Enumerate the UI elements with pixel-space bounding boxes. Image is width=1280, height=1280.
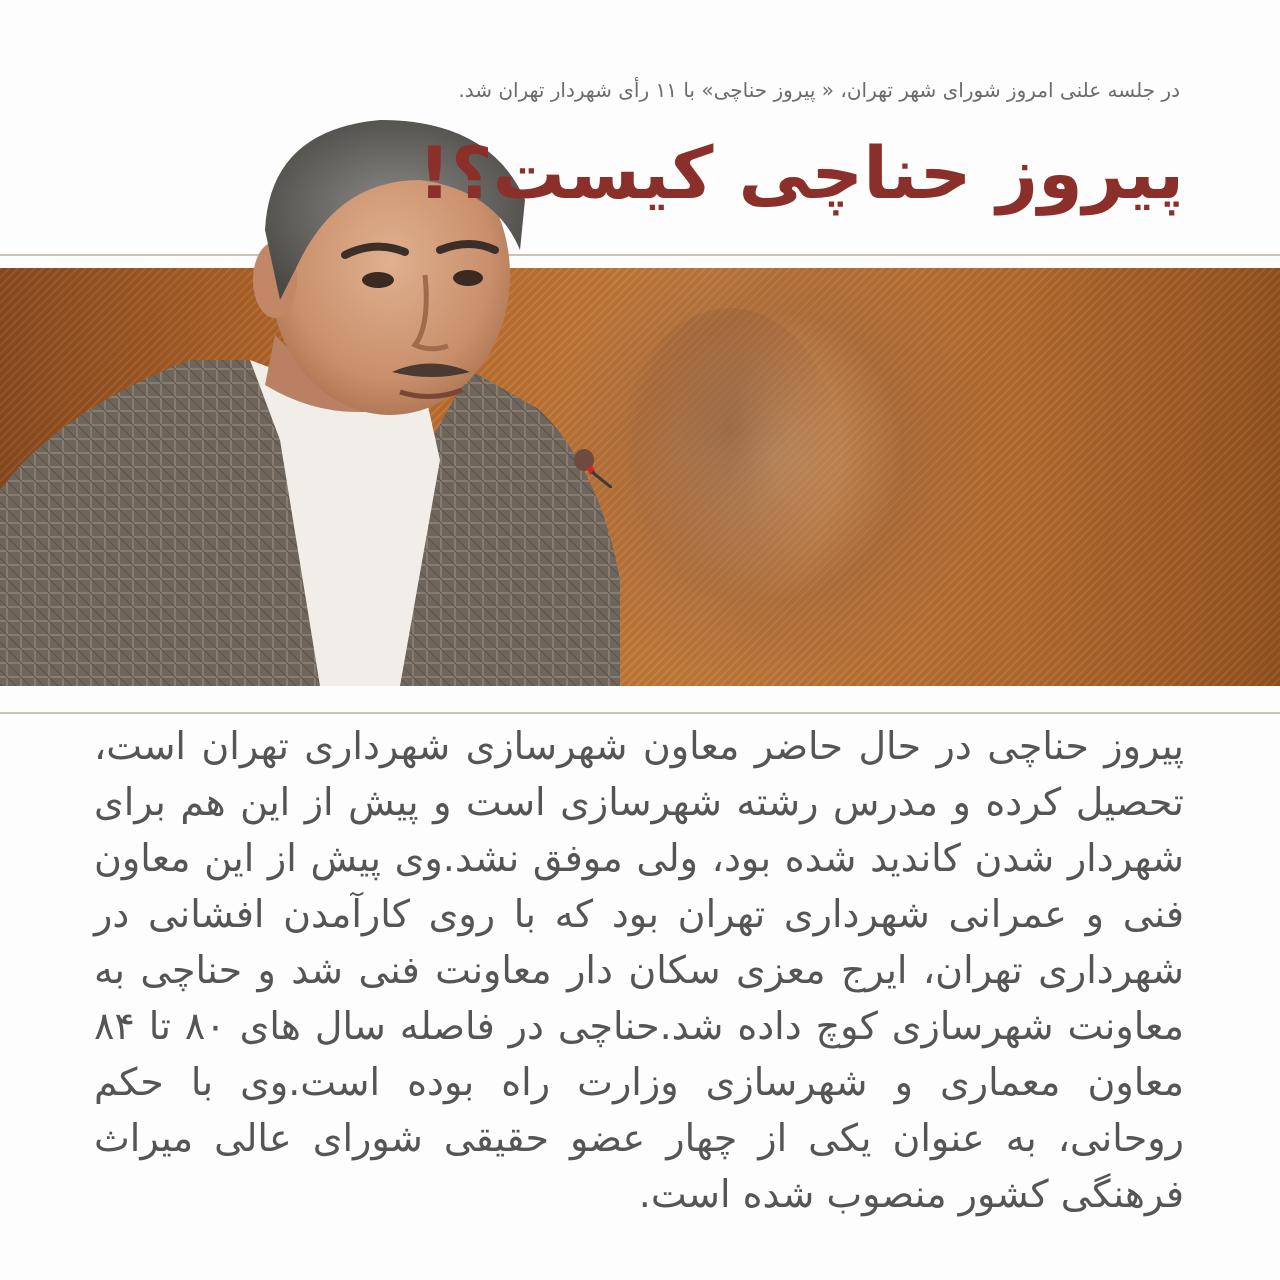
page-title: پیروز حناچی کیست؟!	[418, 131, 1184, 215]
subtitle: در جلسه علنی امروز شورای شهر تهران، « پیروز حناچی» با ۱۱ رأی شهردار تهران شد.	[458, 78, 1180, 102]
bottom-divider	[0, 712, 1280, 714]
article-paragraph: پیروز حناچی در حال حاضر معاون شهرسازی شهرداری تهران است، تحصیل کرده و مدرس رشته شهرسازی است و پیش از این هم برای شهردار شدن کاندید شده بود، ولی موفق نشد.وی پیش از این معاون فنی و عمرانی شهرداری تهران بود که با روی کارآمدن افشانی در شهرداری تهران، ایرج معزی سکان دار معاونت فنی شد و حناچی به معاونت شهرسازی کوچ داده شد.حناچی در فاصله سال های ۸۰ تا ۸۴ معاون معماری و شهرسازی وزارت راه بوده است.وی با حکم روحانی، به عنوان یکی از چهار عضو حقیقی شورای عالی میراث فرهنگی کشور منصوب شده است.	[94, 724, 1184, 1216]
blurred-background-face	[620, 308, 840, 608]
microphone-icon	[572, 448, 612, 488]
